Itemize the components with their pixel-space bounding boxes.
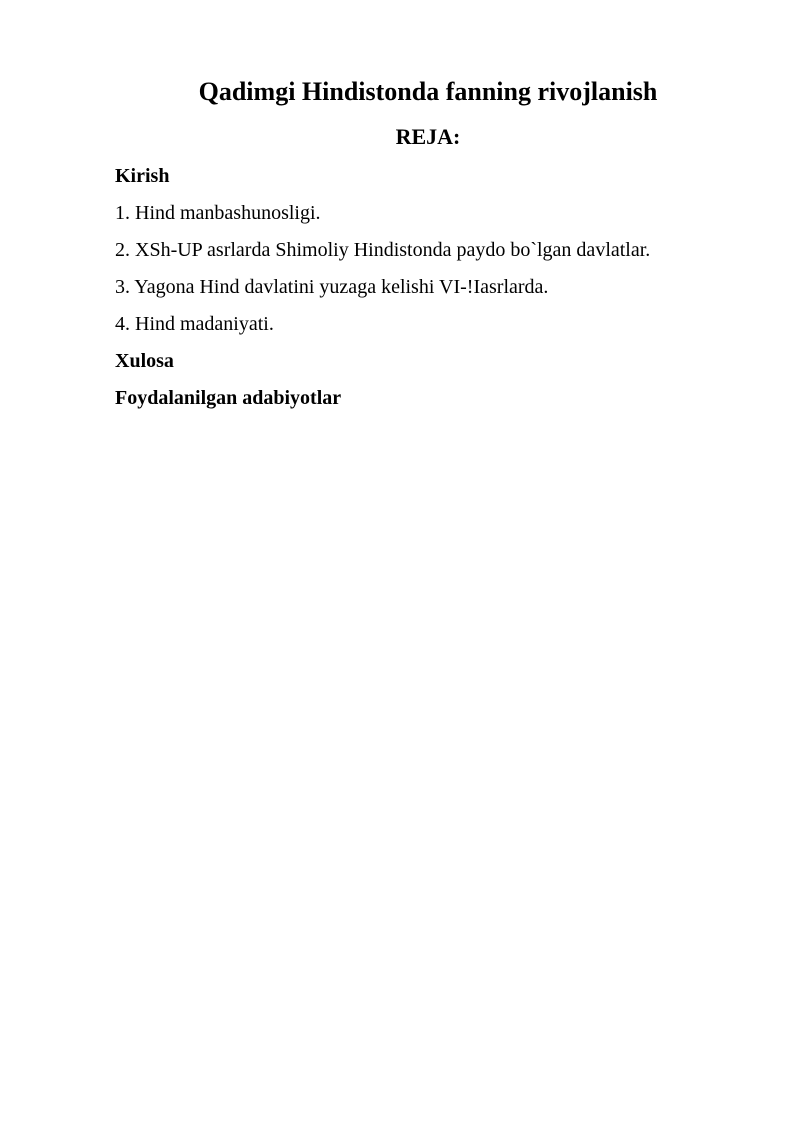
plan-item-2: 2. XSh-UP asrlarda Shimoliy Hindistonda paydo bo`lgan davlatlar. bbox=[115, 239, 651, 261]
plan-item-1: 1. Hind manbashunosligi. bbox=[115, 202, 321, 224]
plan-heading: REJA: bbox=[395, 124, 461, 149]
document-title: Qadimgi Hindistonda fanning rivojlanish bbox=[198, 77, 658, 106]
plan-item-introduction: Kirish bbox=[115, 165, 170, 187]
plan-list bbox=[115, 164, 755, 423]
plan-item-3: 3. Yagona Hind davlatini yuzaga kelishi VI-!Iasrlarda. bbox=[115, 276, 549, 298]
plan-item-4: 4. Hind madaniyati. bbox=[115, 313, 274, 335]
plan-item-references: Foydalanilgan adabiyotlar bbox=[115, 387, 342, 409]
plan-item-conclusion: Xulosa bbox=[115, 350, 174, 372]
